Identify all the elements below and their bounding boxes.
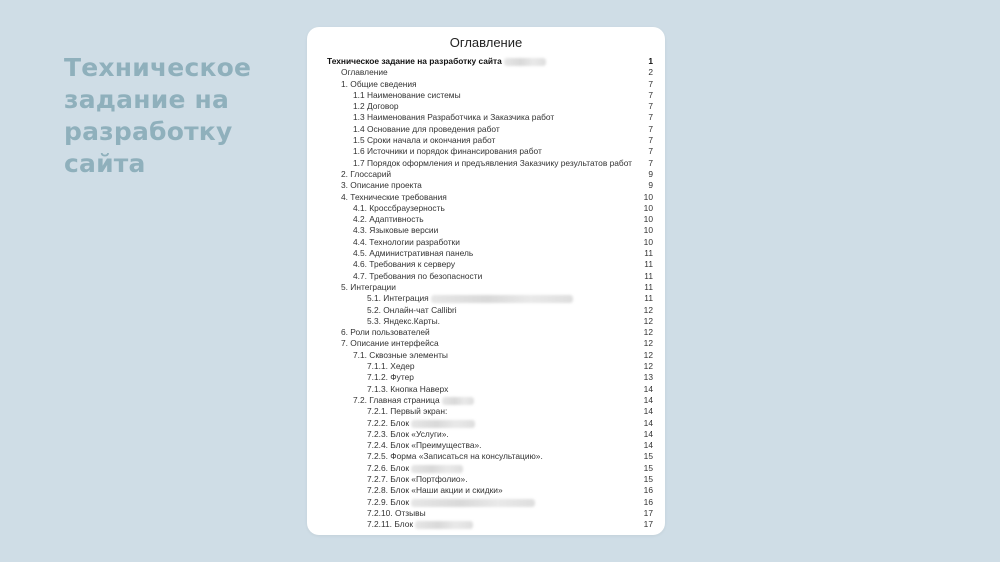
toc-entry-label: 1.4 Основание для проведения работ xyxy=(353,123,500,134)
toc-entry-label: 7.2.5. Форма «Записаться на консультацию». xyxy=(367,451,543,462)
toc-entry-label: 7.1.3. Кнопка Наверх xyxy=(367,383,449,394)
toc-entry-page-number: 10 xyxy=(643,191,653,202)
toc-entry-page-number: 14 xyxy=(643,428,653,439)
toc-entry[interactable] xyxy=(327,316,653,327)
toc-entry-page-number: 11 xyxy=(644,293,653,304)
toc-entry[interactable] xyxy=(327,259,653,270)
toc-entry-label: 7.2.1. Первый экран: xyxy=(367,406,448,417)
toc-entry[interactable] xyxy=(327,135,653,146)
toc-entry-label: 5.1. Интеграция xyxy=(367,293,429,304)
table-of-contents-card xyxy=(307,27,665,535)
toc-entry-label: 4.6. Требования к серверу xyxy=(353,259,456,270)
toc-entry[interactable] xyxy=(327,293,653,304)
toc-entry-label: 7.2.4. Блок «Преимущества». xyxy=(367,440,482,451)
toc-entry-label: 5.3. Яндекс.Карты. xyxy=(367,315,440,326)
toc-entry-label: 4.7. Требования по безопасности xyxy=(353,270,483,281)
toc-entry-label: 1.5 Сроки начала и окончания работ xyxy=(353,135,496,146)
toc-entry[interactable] xyxy=(327,406,653,417)
toc-entry-page-number: 7 xyxy=(648,123,653,134)
toc-entry-label: 2. Глоссарий xyxy=(341,168,392,179)
toc-entry[interactable] xyxy=(327,203,653,214)
toc-entry-page-number: 7 xyxy=(648,101,653,112)
toc-entry-page-number: 1 xyxy=(648,56,653,66)
toc-entry-label: 4. Технические требования xyxy=(341,191,447,202)
toc-entry[interactable] xyxy=(327,485,653,496)
toc-entry[interactable] xyxy=(327,474,653,485)
toc-entry-page-number: 12 xyxy=(643,304,653,315)
toc-entry-label: 1.2 Договор xyxy=(353,101,399,112)
toc-entry[interactable] xyxy=(327,463,653,474)
toc-list xyxy=(327,56,653,530)
toc-entry-page-number: 7 xyxy=(648,135,653,146)
toc-entry[interactable] xyxy=(327,350,653,361)
toc-entry-label: 5. Интеграции xyxy=(341,281,396,292)
toc-entry[interactable] xyxy=(327,67,653,78)
toc-entry[interactable] xyxy=(327,124,653,135)
toc-entry-page-number: 9 xyxy=(648,180,653,191)
redacted-text xyxy=(442,397,474,405)
toc-entry-page-number: 9 xyxy=(648,168,653,179)
toc-entry-label: Оглавление xyxy=(341,67,388,78)
toc-entry[interactable] xyxy=(327,384,653,395)
toc-entry-label: 4.3. Языковые версии xyxy=(353,225,439,236)
toc-entry[interactable] xyxy=(327,327,653,338)
toc-entry[interactable] xyxy=(327,158,653,169)
toc-entry-label: 1.6 Источники и порядок финансирования работ xyxy=(353,146,542,157)
toc-entry-label: 4.1. Кроссбраузерность xyxy=(353,202,445,213)
toc-entry[interactable] xyxy=(327,519,653,530)
toc-entry-label: Техническое задание на разработку сайта xyxy=(327,56,502,66)
redacted-text xyxy=(504,58,546,66)
toc-entry-label: 7.2. Главная страница xyxy=(353,394,440,405)
slide-title: Техническое задание на разработку сайта xyxy=(64,53,252,178)
toc-entry-page-number: 12 xyxy=(643,361,653,372)
toc-entry-page-number: 16 xyxy=(643,496,653,507)
toc-entry-page-number: 12 xyxy=(643,349,653,360)
toc-entry-label: 7.2.11. Блок xyxy=(367,519,414,530)
toc-entry[interactable] xyxy=(327,90,653,101)
toc-entry[interactable] xyxy=(327,338,653,349)
toc-entry[interactable] xyxy=(327,372,653,383)
toc-entry[interactable] xyxy=(327,248,653,259)
toc-entry-page-number: 14 xyxy=(643,383,653,394)
toc-entry-page-number: 14 xyxy=(643,417,653,428)
toc-entry-page-number: 15 xyxy=(643,462,653,473)
toc-entry-label: 7.2.6. Блок xyxy=(367,462,409,473)
redacted-text xyxy=(411,499,535,507)
toc-entry-page-number: 2 xyxy=(648,67,653,78)
toc-entry-page-number: 12 xyxy=(643,315,653,326)
toc-entry-label: 1.1 Наименование системы xyxy=(353,89,461,100)
toc-entry[interactable] xyxy=(327,305,653,316)
toc-entry[interactable] xyxy=(327,225,653,236)
toc-entry-label: 7.2.9. Блок xyxy=(367,496,409,507)
toc-entry-label: 7.1. Сквозные элементы xyxy=(353,349,448,360)
toc-entry-page-number: 11 xyxy=(644,248,653,259)
toc-entry[interactable] xyxy=(327,146,653,157)
redacted-text xyxy=(431,295,573,303)
toc-entry-page-number: 15 xyxy=(643,451,653,462)
toc-entry-label: 3. Описание проекта xyxy=(341,180,422,191)
toc-entry-page-number: 15 xyxy=(643,473,653,484)
redacted-text xyxy=(411,465,463,473)
toc-entry-label: 1. Общие сведения xyxy=(341,78,417,89)
toc-entry-label: 4.5. Административная панель xyxy=(353,248,474,259)
toc-entry-label: 7.2.2. Блок xyxy=(367,417,409,428)
toc-entry-page-number: 14 xyxy=(643,406,653,417)
toc-entry-label: 7.1.1. Хедер xyxy=(367,361,415,372)
toc-entry-page-number: 12 xyxy=(643,327,653,338)
toc-entry-label: 7.2.3. Блок «Услуги». xyxy=(367,428,449,439)
toc-entry[interactable] xyxy=(327,101,653,112)
toc-entry-label: 6. Роли пользователей xyxy=(341,327,430,338)
toc-entry[interactable] xyxy=(327,180,653,191)
toc-entry-page-number: 13 xyxy=(643,372,653,383)
toc-entry-page-number: 16 xyxy=(643,485,653,496)
toc-entry-page-number: 10 xyxy=(643,225,653,236)
toc-entry[interactable] xyxy=(327,237,653,248)
toc-entry-page-number: 10 xyxy=(643,214,653,225)
redacted-text xyxy=(411,420,475,428)
toc-entry-page-number: 17 xyxy=(643,507,653,518)
toc-entry[interactable] xyxy=(327,497,653,508)
toc-entry-page-number: 11 xyxy=(644,259,653,270)
toc-entry-page-number: 7 xyxy=(648,146,653,157)
toc-entry-label: 7.2.8. Блок «Наши акции и скидки» xyxy=(367,485,503,496)
toc-entry[interactable] xyxy=(327,192,653,203)
toc-entry[interactable] xyxy=(327,451,653,462)
toc-entry-page-number: 10 xyxy=(643,236,653,247)
toc-entry-page-number: 12 xyxy=(643,338,653,349)
toc-entry[interactable] xyxy=(327,361,653,372)
toc-entry-label: 1.7 Порядок оформления и предъявления Заказчику результатов работ xyxy=(353,157,633,168)
toc-heading: Оглавление xyxy=(449,35,523,50)
toc-entry-page-number: 11 xyxy=(644,281,653,292)
toc-entry[interactable] xyxy=(327,282,653,293)
toc-entry[interactable] xyxy=(327,508,653,519)
toc-entry-page-number: 11 xyxy=(644,270,653,281)
toc-entry[interactable] xyxy=(327,214,653,225)
toc-entry[interactable] xyxy=(327,271,653,282)
toc-entry-label: 4.2. Адаптивность xyxy=(353,214,424,225)
toc-entry-label: 5.2. Онлайн-чат Callibri xyxy=(367,304,457,315)
toc-entry-page-number: 10 xyxy=(643,202,653,213)
toc-entry-label: 7.1.2. Футер xyxy=(367,372,414,383)
toc-entry-label: 7. Описание интерфейса xyxy=(341,338,439,349)
toc-entry[interactable] xyxy=(327,418,653,429)
toc-entry[interactable] xyxy=(327,112,653,123)
toc-entry[interactable] xyxy=(327,429,653,440)
toc-entry[interactable] xyxy=(327,395,653,406)
toc-entry[interactable] xyxy=(327,169,653,180)
toc-entry-label: 4.4. Технологии разработки xyxy=(353,236,460,247)
toc-entry-label: 1.3 Наименования Разработчика и Заказчика работ xyxy=(353,112,555,123)
toc-entry-label: 7.2.10. Отзывы xyxy=(367,507,426,518)
toc-entry[interactable] xyxy=(327,56,653,67)
toc-entry-page-number: 17 xyxy=(643,519,653,530)
toc-entry-page-number: 7 xyxy=(648,89,653,100)
toc-entry-page-number: 7 xyxy=(648,112,653,123)
redacted-text xyxy=(415,521,473,529)
toc-entry-page-number: 7 xyxy=(648,78,653,89)
toc-entry[interactable] xyxy=(327,440,653,451)
toc-entry-label: 7.2.7. Блок «Портфолио». xyxy=(367,473,468,484)
toc-entry-page-number: 7 xyxy=(648,157,653,168)
toc-entry-page-number: 14 xyxy=(643,394,653,405)
toc-entry[interactable] xyxy=(327,79,653,90)
toc-entry-page-number: 14 xyxy=(643,440,653,451)
